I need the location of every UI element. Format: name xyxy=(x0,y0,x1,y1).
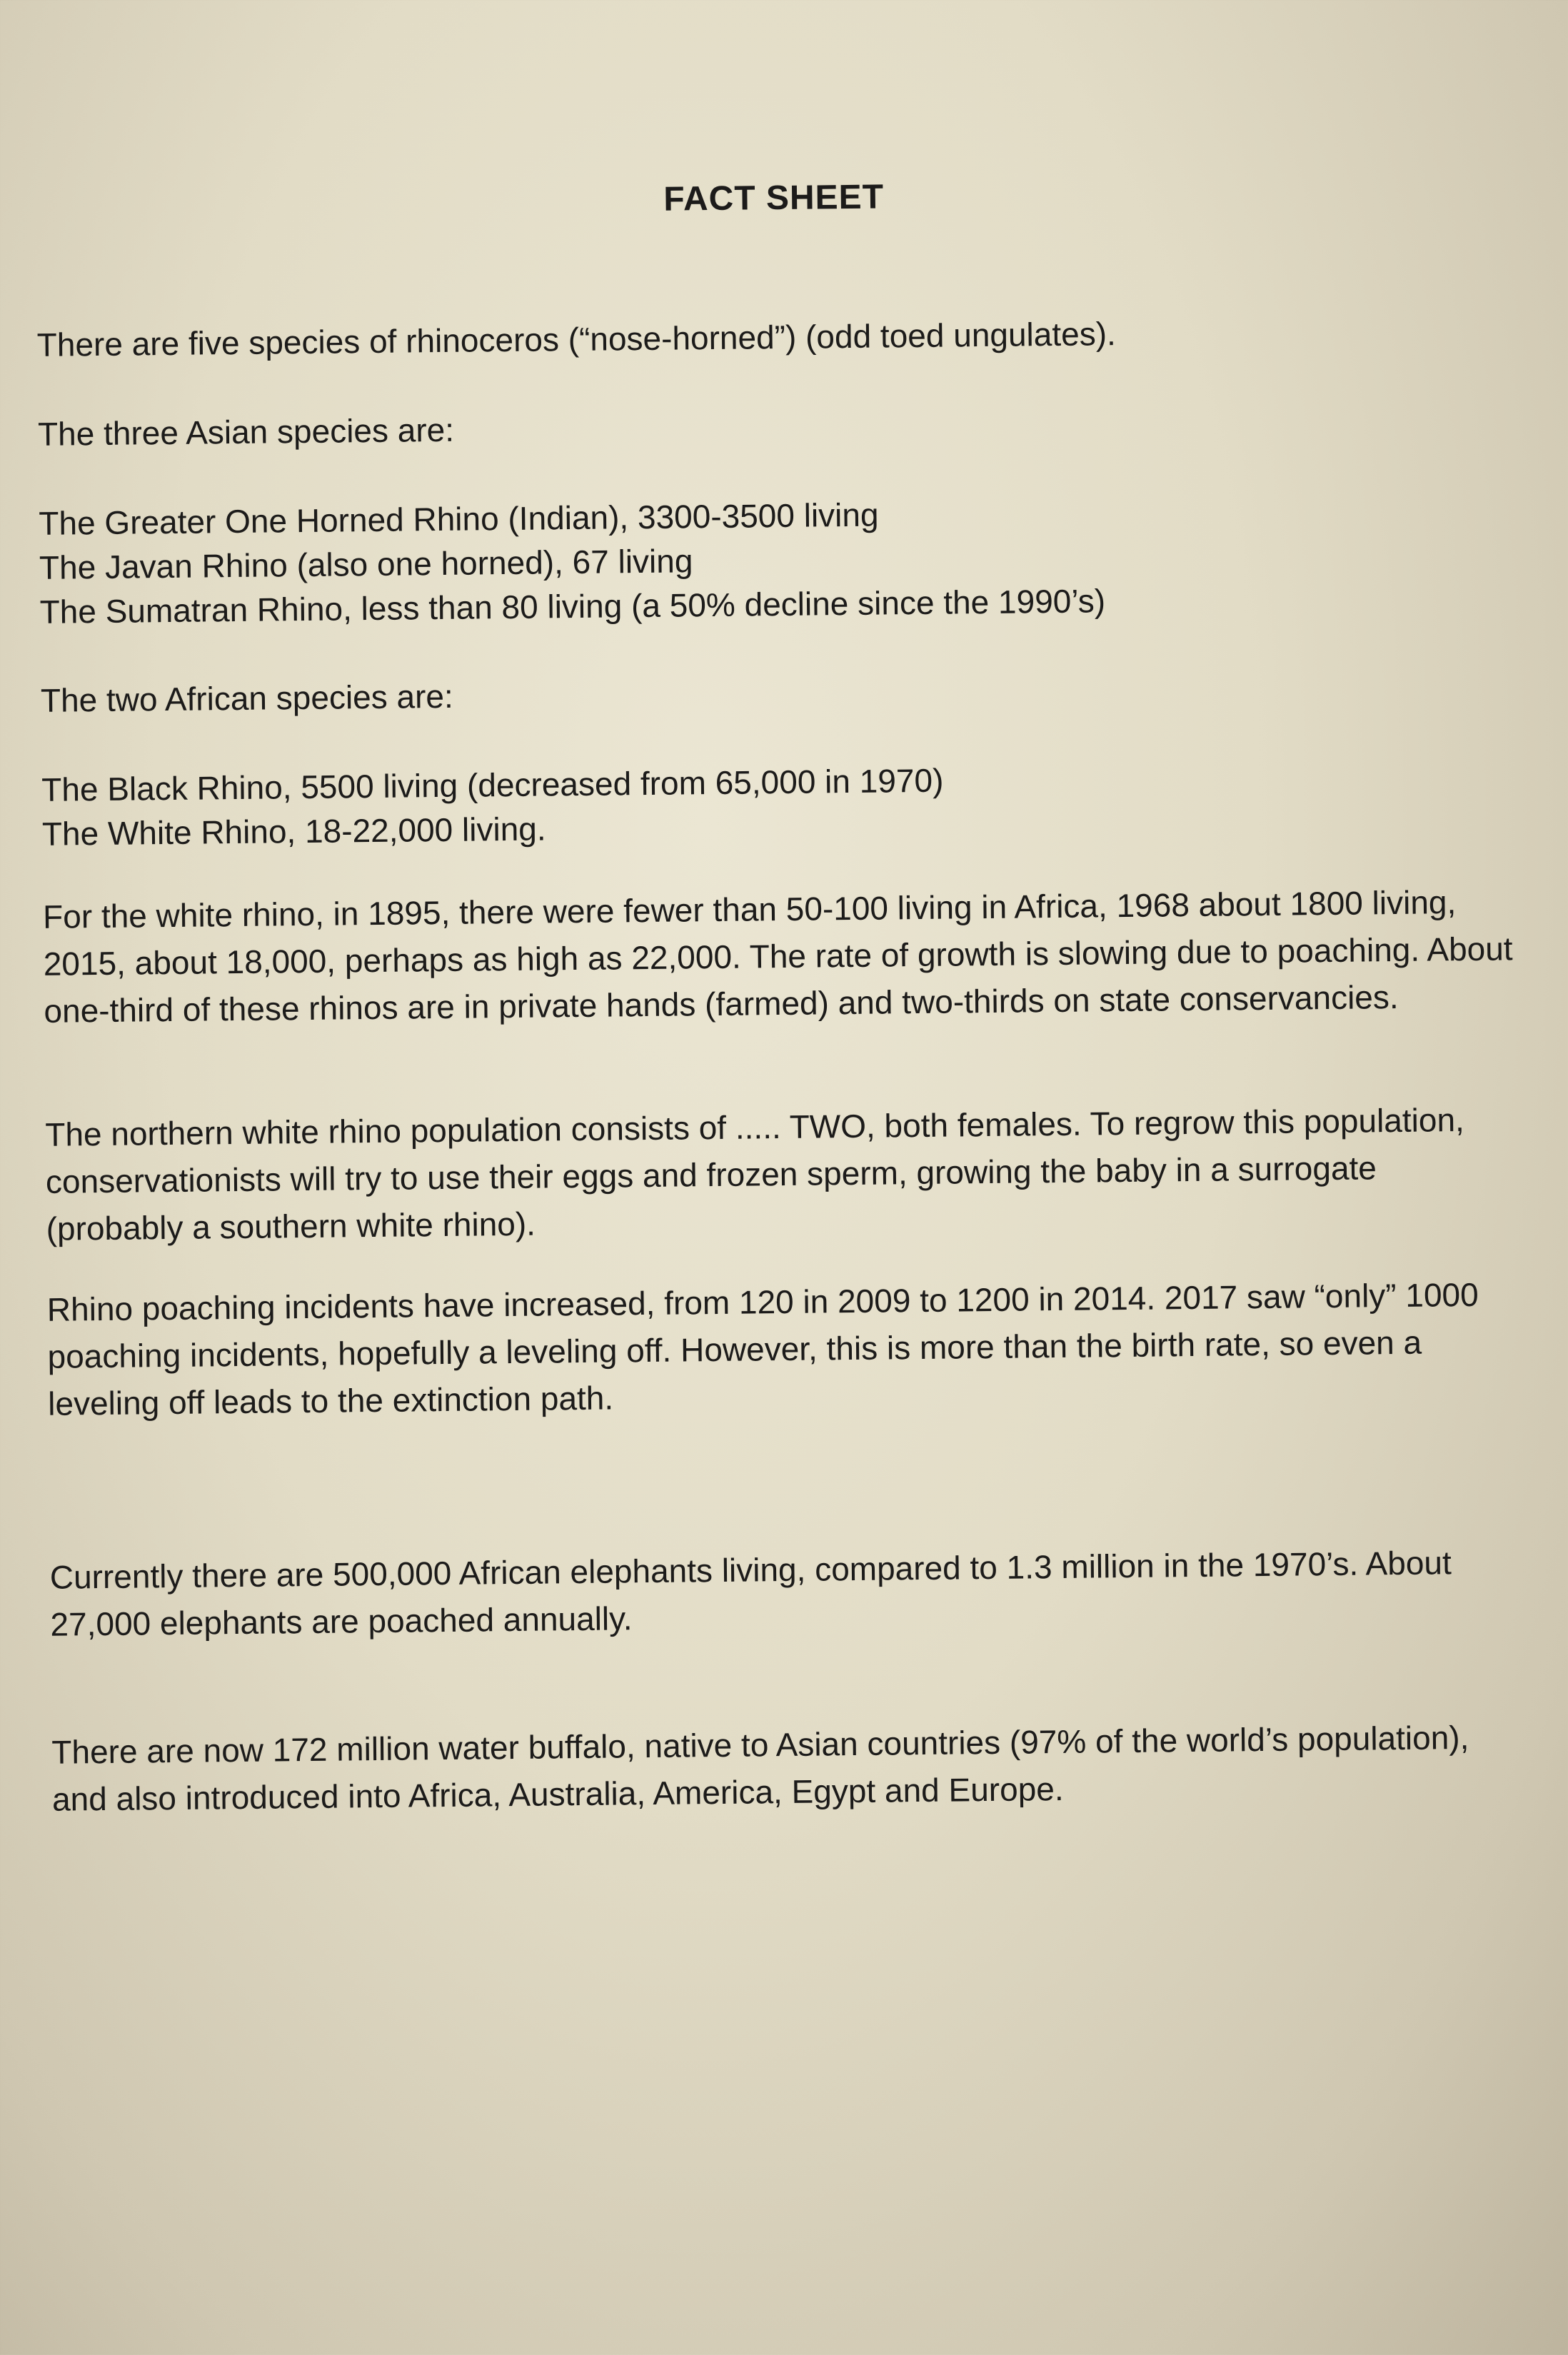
page-title: FACT SHEET xyxy=(663,178,885,219)
asian-species-item: The Javan Rhino (also one horned), 67 living xyxy=(39,542,693,586)
water-buffalo-paragraph: There are now 172 million water buffalo, native to Asian countries (97% of the world’s population), and also introduced into Africa, Australia, America, Egypt and Europe. xyxy=(51,1718,1469,1818)
intro-text: There are five species of rhinoceros (“nose-horned”) (odd toed ungulates). xyxy=(36,315,1117,363)
african-species-heading: The two African species are: xyxy=(40,677,454,719)
asian-species-heading: The three Asian species are: xyxy=(37,411,455,453)
northern-white-rhino-paragraph: The northern white rhino population consists of ..... TWO, both females. To regrow this population, conservationists will try to use their eggs and frozen sperm, growing the baby in a surrogate (probably a southern white rhino). xyxy=(45,1101,1465,1247)
asian-species-item: The Sumatran Rhino, less than 80 living (a 50% decline since the 1990’s) xyxy=(39,582,1106,631)
elephants-paragraph: Currently there are 500,000 African elephants living, compared to 1.3 million in the 1970’s. About 27,000 elephants are poached annually. xyxy=(49,1544,1452,1643)
poaching-paragraph: Rhino poaching incidents have increased, from 120 in 2009 to 1200 in 2014. 2017 saw “only” 1000 poaching incidents, hopefully a leveling off. However, this is more than the birth rate, so even a leveling off leads to the extinction path. xyxy=(46,1275,1479,1422)
african-species-item: The White Rhino, 18-22,000 living. xyxy=(41,810,546,853)
asian-species-item: The Greater One Horned Rhino (Indian), 3300-3500 living xyxy=(39,496,879,542)
african-species-item: The Black Rhino, 5500 living (decreased from 65,000 in 1970) xyxy=(41,761,944,808)
white-rhino-paragraph: For the white rhino, in 1895, there were fewer than 50-100 living in Africa, 1968 about 1800 living, 2015, about 18,000, perhaps as high as 22,000. The rate of growth is slowing due to poaching. About one-third of these rhinos are in private hands (farmed) and two-thirds on state conservancies. xyxy=(42,883,1513,1030)
